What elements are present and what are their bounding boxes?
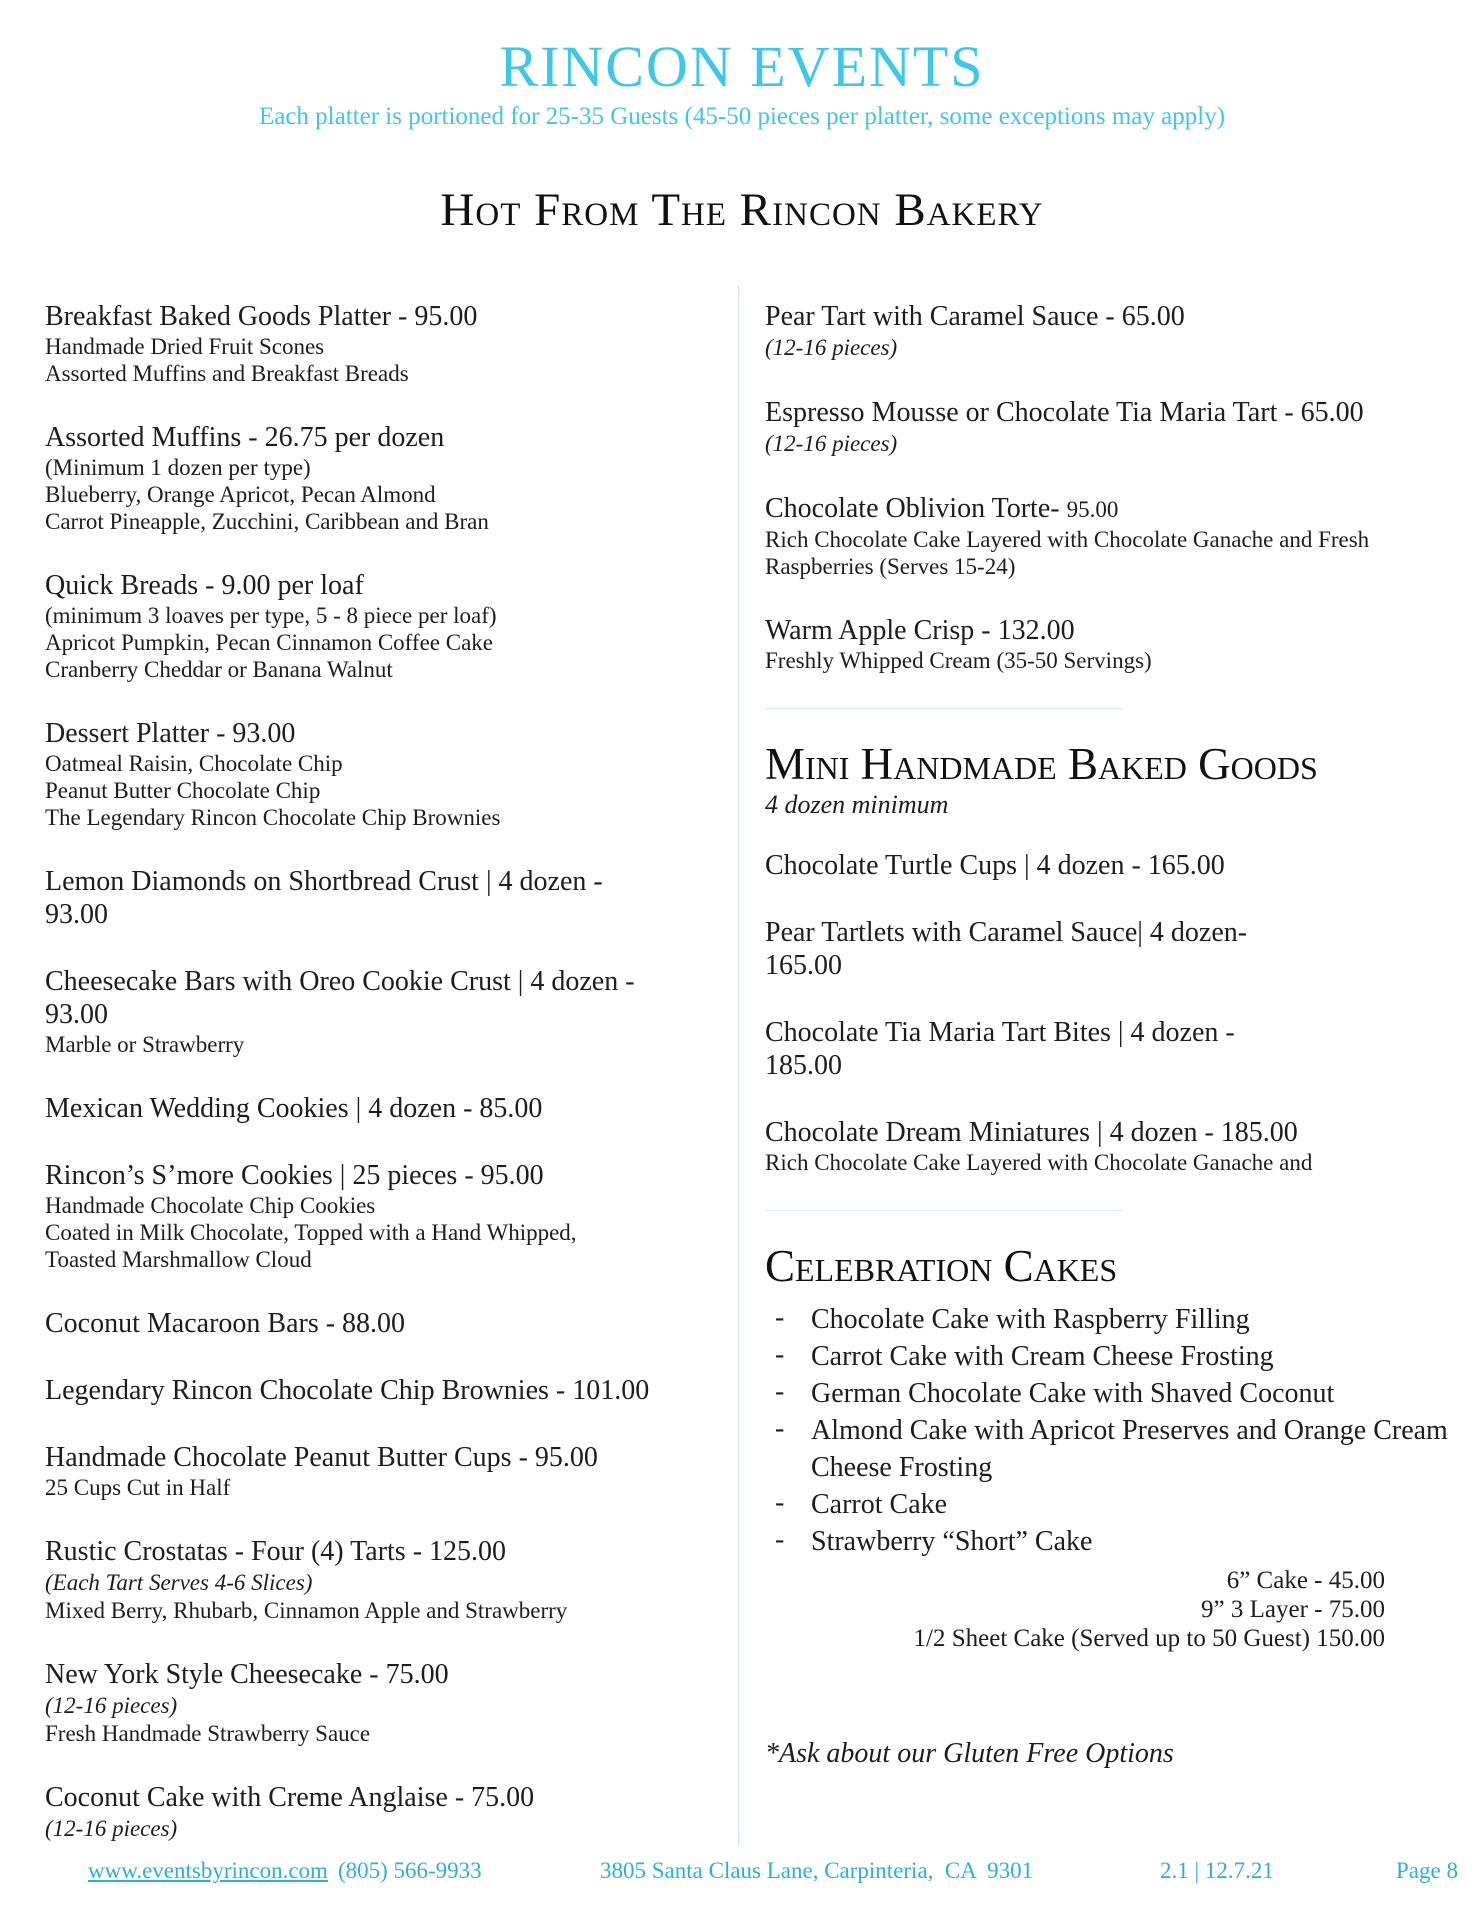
menu-item (765, 1016, 1455, 1082)
item-sub: Apricot Pumpkin, Pecan Cinnamon Coffee Cake (45, 630, 493, 655)
item-sub: Peanut Butter Chocolate Chip (45, 778, 321, 803)
item-title (765, 849, 1455, 882)
item-sub: Handmade Dried Fruit Scones (45, 334, 325, 359)
menu-item (765, 396, 1455, 458)
celebration-heading: Celebration Cakes (765, 1241, 1118, 1291)
item-sub: Mixed Berry, Rhubarb, Cinnamon Apple and Strawberry (45, 1598, 568, 1623)
item-title-text: 185.00 (765, 1050, 842, 1081)
item-sub: (Each Tart Serves 4-6 Slices) (45, 1570, 313, 1595)
cake-bullet-text: Carrot Cake (811, 1489, 948, 1520)
item-sub: 25 Cups Cut in Half (45, 1475, 231, 1500)
menu-item (765, 614, 1455, 674)
menu-item (45, 865, 710, 931)
page-number: Page 8 (1396, 1858, 1458, 1883)
menu-item (765, 849, 1455, 882)
menu-item (45, 1781, 710, 1843)
item-title (765, 300, 1455, 333)
bullet-dash-icon: - (775, 1302, 785, 1333)
item-title-text: Coconut Cake with Creme Anglaise - 75.00 (45, 1782, 535, 1813)
item-title (765, 916, 1455, 949)
item-title (45, 569, 710, 602)
item-sub: (12-16 pieces) (765, 335, 898, 360)
item-title-text: 93.00 (45, 899, 108, 930)
menu-item (45, 1535, 710, 1624)
item-title (45, 300, 710, 333)
item-title-text: Dessert Platter - 93.00 (45, 718, 296, 749)
menu-item (45, 300, 710, 387)
item-title (45, 898, 710, 931)
mini-section-note: 4 dozen minimum (765, 790, 949, 819)
item-title-text: 93.00 (45, 999, 108, 1030)
bakery-right-items (765, 300, 1455, 674)
item-sub: Carrot Pineapple, Zucchini, Caribbean and Bran (45, 509, 489, 534)
cake-bullet-item (765, 1301, 1455, 1338)
cake-bullet-item (765, 1523, 1455, 1560)
menu-item (45, 965, 710, 1058)
menu-item (765, 492, 1455, 580)
item-title (45, 1658, 710, 1691)
mini-section-heading: Mini Handmade Baked Goods (765, 739, 1318, 789)
item-title-text: Assorted Muffins - 26.75 per dozen (45, 422, 445, 453)
item-sub: Freshly Whipped Cream (35-50 Servings) (765, 648, 1152, 673)
bullet-dash-icon: - (775, 1339, 785, 1370)
item-sub: Coated in Milk Chocolate, Topped with a Hand Whipped, (45, 1220, 577, 1245)
cake-bullet-text: Carrot Cake with Cream Cheese Frosting (811, 1341, 1274, 1372)
cake-bullet-text: German Chocolate Cake with Shaved Coconut (811, 1378, 1335, 1409)
item-title (765, 396, 1455, 429)
item-sub: Handmade Chocolate Chip Cookies (45, 1193, 376, 1218)
item-title-text: New York Style Cheesecake - 75.00 (45, 1659, 449, 1690)
item-sub: Oatmeal Raisin, Chocolate Chip (45, 751, 343, 776)
price-line: 9” 3 Layer - 75.00 (1201, 1596, 1385, 1623)
item-sub: Assorted Muffins and Breakfast Breads (45, 361, 409, 386)
menu-item (45, 1307, 710, 1340)
item-title (45, 1535, 710, 1568)
price-line: 1/2 Sheet Cake (Served up to 50 Guest) 150.00 (913, 1625, 1385, 1652)
item-sub: (12-16 pieces) (765, 431, 898, 456)
menu-item (765, 1116, 1455, 1176)
item-title (765, 492, 1455, 526)
menu-item (45, 1092, 710, 1125)
item-title (45, 421, 710, 454)
cake-bullet-list (765, 1301, 1455, 1560)
item-sub: (minimum 3 loaves per type, 5 - 8 piece per loaf) (45, 603, 497, 628)
menu-item (45, 421, 710, 535)
item-title-text: Chocolate Tia Maria Tart Bites | 4 dozen - (765, 1017, 1235, 1048)
item-title-text: Handmade Chocolate Peanut Butter Cups - 95.00 (45, 1442, 598, 1473)
item-title-text: Pear Tart with Caramel Sauce - 65.00 (765, 301, 1185, 332)
item-title (765, 1049, 1455, 1082)
address-text: 3805 Santa Claus Lane, Carpinteria, CA 9301 (600, 1858, 1034, 1883)
item-sub: Rich Chocolate Cake Layered with Chocolate Ganache and (765, 1150, 1313, 1175)
cake-bullet-text: Chocolate Cake with Raspberry Filling (811, 1304, 1250, 1335)
item-sub: (Minimum 1 dozen per type) (45, 455, 311, 480)
item-sub: The Legendary Rincon Chocolate Chip Brownies (45, 805, 501, 830)
cake-bullet-item (765, 1375, 1455, 1412)
cake-bullet-text: Strawberry “Short” Cake (811, 1526, 1093, 1557)
cake-bullet-item (765, 1412, 1455, 1486)
item-title-text: Chocolate Oblivion Torte- (765, 493, 1067, 524)
right-column (765, 300, 1455, 1770)
item-title (45, 1441, 710, 1474)
footer-contact (88, 1858, 482, 1884)
bakery-section-title: Hot From The Rincon Bakery (440, 184, 1044, 236)
item-title-text: Lemon Diamonds on Shortbread Crust | 4 dozen - (45, 866, 603, 897)
item-title (765, 1016, 1455, 1049)
page-title: RINCON EVENTS (499, 34, 985, 99)
menu-item (765, 916, 1455, 982)
item-title (45, 1781, 710, 1814)
item-sub: Fresh Handmade Strawberry Sauce (45, 1721, 371, 1746)
item-title (45, 1159, 710, 1192)
menu-item (45, 569, 710, 683)
item-sub: Toasted Marshmallow Cloud (45, 1247, 312, 1272)
item-title-text: Rincon’s S’more Cookies | 25 pieces - 95.00 (45, 1160, 544, 1191)
section-divider (765, 708, 1123, 709)
column-divider (738, 285, 739, 1845)
item-title-text: Coconut Macaroon Bars - 88.00 (45, 1308, 406, 1339)
menu-item (45, 1441, 710, 1501)
cake-bullet-item (765, 1486, 1455, 1523)
menu-item (45, 717, 710, 831)
item-title-text: Chocolate Turtle Cups | 4 dozen - 165.00 (765, 850, 1225, 881)
item-title-text: Cheesecake Bars with Oreo Cookie Crust | 4 dozen - (45, 966, 635, 997)
cake-bullet-item (765, 1338, 1455, 1375)
item-title (765, 614, 1455, 647)
item-title-text: Breakfast Baked Goods Platter - 95.00 (45, 301, 478, 332)
bullet-dash-icon: - (775, 1524, 785, 1555)
item-title (45, 1307, 710, 1340)
item-title-text: Rustic Crostatas - Four (4) Tarts - 125.00 (45, 1536, 507, 1567)
item-price-small: 95.00 (1066, 497, 1119, 522)
menu-item (45, 1374, 710, 1407)
item-sub: Cranberry Cheddar or Banana Walnut (45, 657, 393, 682)
menu-item (765, 300, 1455, 362)
item-title (765, 1116, 1455, 1149)
item-sub: Raspberries (Serves 15-24) (765, 554, 1016, 579)
item-title-text: Chocolate Dream Miniatures | 4 dozen - 185.00 (765, 1117, 1298, 1148)
cake-price-lines (765, 1566, 1455, 1653)
item-sub: Marble or Strawberry (45, 1032, 245, 1057)
price-line: 6” Cake - 45.00 (1226, 1567, 1385, 1594)
bullet-dash-icon: - (775, 1376, 785, 1407)
item-title-text: Mexican Wedding Cookies | 4 dozen - 85.00 (45, 1093, 543, 1124)
item-title (45, 1374, 710, 1407)
item-title (45, 1092, 710, 1125)
menu-item (45, 1159, 710, 1273)
item-title (45, 965, 710, 998)
item-title (765, 949, 1455, 982)
item-title (45, 717, 710, 750)
phone-number: (805) 566-9933 (337, 1858, 482, 1883)
item-sub: (12-16 pieces) (45, 1816, 178, 1841)
version-text: 2.1 | 12.7.21 (1160, 1858, 1274, 1883)
mini-section-items (765, 849, 1455, 1176)
item-title-text: Legendary Rincon Chocolate Chip Brownies - 101.00 (45, 1375, 650, 1406)
item-title-text: Quick Breads - 9.00 per loaf (45, 570, 364, 601)
section-divider (765, 1210, 1123, 1211)
bullet-dash-icon: - (775, 1487, 785, 1518)
page-header (0, 36, 1484, 132)
item-sub: Blueberry, Orange Apricot, Pecan Almond (45, 482, 436, 507)
item-title (45, 998, 710, 1031)
item-title-text: Espresso Mousse or Chocolate Tia Maria Tart - 65.00 (765, 397, 1364, 428)
item-title-text: Warm Apple Crisp - 132.00 (765, 615, 1075, 646)
menu-item (45, 1658, 710, 1747)
website-link[interactable]: www.eventsbyrincon.com (88, 1858, 328, 1883)
item-sub: (12-16 pieces) (45, 1693, 178, 1718)
left-column (45, 300, 710, 1877)
item-title (45, 865, 710, 898)
gluten-free-note: *Ask about our Gluten Free Options (765, 1738, 1174, 1769)
item-title-text: Pear Tartlets with Caramel Sauce| 4 dozen- (765, 917, 1248, 948)
page-subtitle: Each platter is portioned for 25-35 Guests (45-50 pieces per platter, some exceptions may apply) (258, 103, 1226, 130)
item-sub: Rich Chocolate Cake Layered with Chocolate Ganache and Fresh (765, 527, 1370, 552)
footer (0, 1858, 1484, 1898)
bullet-dash-icon: - (775, 1413, 785, 1444)
item-title-text: 165.00 (765, 950, 842, 981)
cake-bullet-text: Almond Cake with Apricot Preserves and Orange Cream Cheese Frosting (811, 1415, 1448, 1483)
